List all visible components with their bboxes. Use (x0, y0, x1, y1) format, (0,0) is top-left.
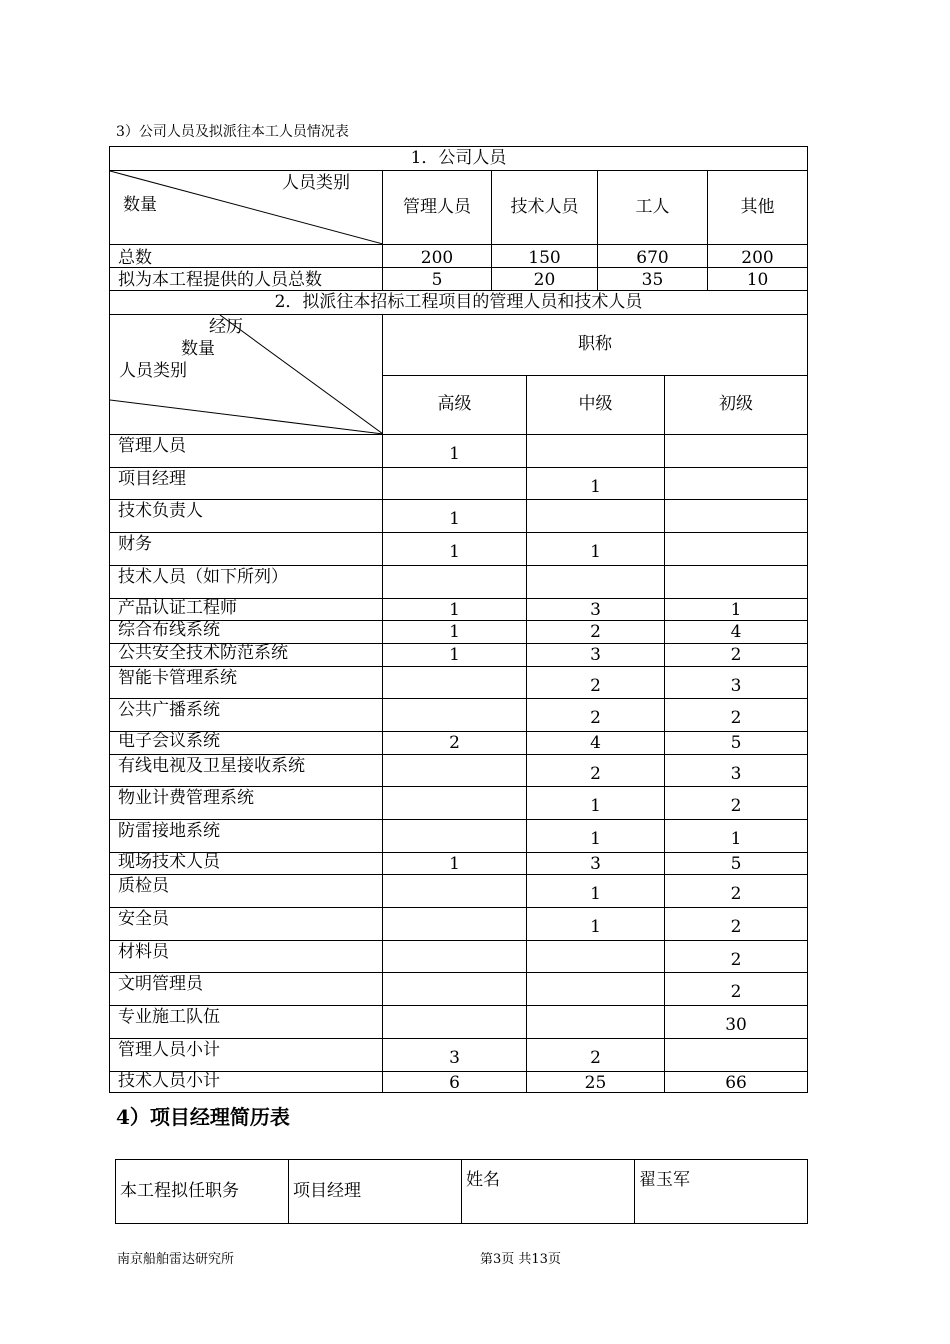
table-row (110, 699, 808, 732)
cell-value: 3 (527, 644, 665, 667)
cell-value (527, 973, 665, 1006)
cell-value: 20 (492, 268, 598, 291)
corner-header-cell (110, 315, 383, 435)
row-label: 技术负责人 (110, 500, 383, 533)
table-row (110, 533, 808, 566)
name-label: 姓名 (462, 1160, 635, 1224)
cell-value: 3 (527, 599, 665, 621)
company-staff-table (109, 146, 808, 315)
cell-value (527, 566, 665, 599)
cell-value (383, 699, 527, 732)
row-label: 产品认证工程师 (110, 599, 383, 621)
cell-value: 2 (665, 941, 808, 973)
row-label: 文明管理员 (110, 973, 383, 1006)
cell-value (383, 908, 527, 941)
header-junior: 初级 (665, 375, 808, 435)
table-row (110, 1072, 808, 1093)
cell-value: 6 (383, 1072, 527, 1093)
cell-value: 1 (665, 599, 808, 621)
table-row (110, 245, 808, 268)
cell-value (383, 973, 527, 1006)
row-label: 电子会议系统 (110, 732, 383, 755)
row-label: 智能卡管理系统 (110, 667, 383, 699)
position-value: 项目经理 (289, 1160, 462, 1224)
manager-resume-table (115, 1159, 808, 1224)
cell-value: 4 (665, 621, 808, 644)
cell-value: 1 (527, 875, 665, 908)
cell-value (383, 667, 527, 699)
footer-organization: 南京船舶雷达研究所 (117, 1252, 235, 1267)
cell-value: 2 (527, 667, 665, 699)
cell-value: 1 (383, 533, 527, 566)
cell-value (665, 566, 808, 599)
table-row (110, 667, 808, 699)
row-label: 公共安全技术防范系统 (110, 644, 383, 667)
row-label: 安全员 (110, 908, 383, 941)
table-row (110, 732, 808, 755)
cell-value: 4 (527, 732, 665, 755)
cell-value (383, 787, 527, 820)
table-row (110, 644, 808, 667)
cell-value: 66 (665, 1072, 808, 1093)
header-others: 其他 (708, 171, 808, 245)
row-label: 技术人员（如下所列） (110, 566, 383, 599)
row-label: 防雷接地系统 (110, 820, 383, 853)
cell-value: 5 (665, 853, 808, 875)
cell-value: 1 (665, 820, 808, 853)
header-management: 管理人员 (383, 171, 492, 245)
cell-value: 2 (665, 644, 808, 667)
table-row (110, 941, 808, 973)
table-caption: 3）公司人员及拟派往本工人员情况表 (116, 124, 349, 140)
table-row (110, 599, 808, 621)
table-body (110, 435, 808, 1093)
row-label: 技术人员小计 (110, 1072, 383, 1093)
table-row (110, 908, 808, 941)
cell-value (383, 875, 527, 908)
corner-count-label: 数量 (181, 339, 215, 359)
cell-value: 1 (383, 500, 527, 533)
corner-bottom-label: 数量 (123, 195, 157, 215)
row-label: 物业计费管理系统 (110, 787, 383, 820)
row-label: 专业施工队伍 (110, 1006, 383, 1039)
cell-value: 1 (383, 599, 527, 621)
cell-value: 1 (383, 435, 527, 468)
table-row (110, 268, 808, 291)
cell-value: 35 (598, 268, 708, 291)
row-label: 管理人员小计 (110, 1039, 383, 1072)
table-row (110, 1006, 808, 1039)
cell-value: 3 (665, 667, 808, 699)
table-row (110, 820, 808, 853)
header-intermediate: 中级 (527, 375, 665, 435)
cell-value: 3 (527, 853, 665, 875)
cell-value: 1 (527, 533, 665, 566)
cell-value: 150 (492, 245, 598, 268)
cell-value: 2 (665, 908, 808, 941)
cell-value: 2 (665, 787, 808, 820)
cell-value (383, 941, 527, 973)
cell-value (527, 500, 665, 533)
cell-value: 1 (527, 787, 665, 820)
header-technical: 技术人员 (492, 171, 598, 245)
cell-value: 25 (527, 1072, 665, 1093)
cell-value (383, 755, 527, 787)
row-label: 管理人员 (110, 435, 383, 468)
cell-value: 1 (383, 621, 527, 644)
cell-value: 2 (665, 875, 808, 908)
cell-value: 2 (527, 699, 665, 732)
assigned-staff-table (109, 314, 808, 1093)
cell-value (383, 468, 527, 500)
cell-value: 30 (665, 1006, 808, 1039)
cell-value: 5 (383, 268, 492, 291)
cell-value (527, 1006, 665, 1039)
section-4-title: 4）项目经理简历表 (116, 1105, 290, 1129)
cell-value: 670 (598, 245, 708, 268)
row-label: 总数 (110, 245, 383, 268)
name-value: 翟玉军 (635, 1160, 808, 1224)
cell-value (383, 1006, 527, 1039)
cell-value (527, 435, 665, 468)
row-label: 财务 (110, 533, 383, 566)
table-row (110, 1039, 808, 1072)
cell-value: 1 (383, 853, 527, 875)
table-row (110, 973, 808, 1006)
corner-experience-label: 经历 (209, 317, 243, 337)
cell-value: 2 (527, 621, 665, 644)
row-label: 质检员 (110, 875, 383, 908)
position-label: 本工程拟任职务 (116, 1160, 289, 1224)
cell-value: 5 (665, 732, 808, 755)
table-row (110, 853, 808, 875)
cell-value: 200 (708, 245, 808, 268)
table-row (110, 875, 808, 908)
corner-top-label: 人员类别 (282, 173, 350, 193)
cell-value: 2 (383, 732, 527, 755)
table-row (110, 500, 808, 533)
header-workers: 工人 (598, 171, 708, 245)
cell-value: 1 (527, 908, 665, 941)
table-row (110, 787, 808, 820)
cell-value: 1 (527, 468, 665, 500)
table-row (110, 621, 808, 644)
cell-value (665, 500, 808, 533)
row-label: 现场技术人员 (110, 853, 383, 875)
cell-value: 1 (527, 820, 665, 853)
cell-value (665, 435, 808, 468)
section-1-title: 1．公司人员 (110, 147, 808, 171)
cell-value: 200 (383, 245, 492, 268)
section-2-title: 2．拟派往本招标工程项目的管理人员和技术人员 (110, 291, 808, 315)
cell-value: 10 (708, 268, 808, 291)
cell-value: 2 (665, 973, 808, 1006)
table-row (110, 566, 808, 599)
title-group-header: 职称 (383, 315, 808, 376)
cell-value (665, 533, 808, 566)
cell-value (665, 468, 808, 500)
row-label: 综合布线系统 (110, 621, 383, 644)
table-row (110, 755, 808, 787)
cell-value: 3 (383, 1039, 527, 1072)
row-label: 项目经理 (110, 468, 383, 500)
cell-value: 3 (665, 755, 808, 787)
cell-value: 2 (527, 755, 665, 787)
cell-value (665, 1039, 808, 1072)
footer-page-number: 第3页 共13页 (480, 1252, 561, 1267)
cell-value (527, 941, 665, 973)
row-label: 材料员 (110, 941, 383, 973)
row-label: 拟为本工程提供的人员总数 (110, 268, 383, 291)
corner-header-cell (110, 171, 383, 245)
cell-value: 2 (527, 1039, 665, 1072)
row-label: 有线电视及卫星接收系统 (110, 755, 383, 787)
table-row (110, 468, 808, 500)
cell-value: 2 (665, 699, 808, 732)
header-senior: 高级 (383, 375, 527, 435)
cell-value: 1 (383, 644, 527, 667)
cell-value (383, 820, 527, 853)
corner-category-label: 人员类别 (119, 361, 187, 381)
table-row (110, 435, 808, 468)
cell-value (383, 566, 527, 599)
row-label: 公共广播系统 (110, 699, 383, 732)
